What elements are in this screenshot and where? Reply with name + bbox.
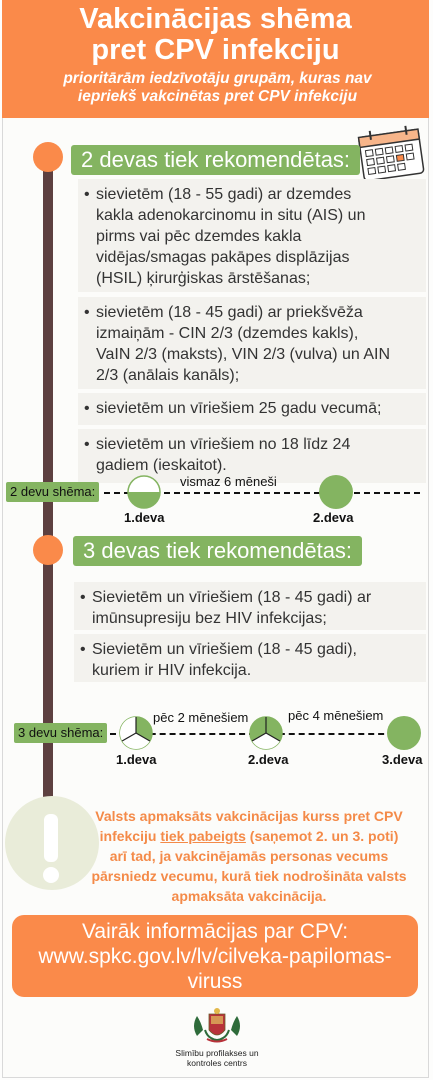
warning-icon-dot xyxy=(43,867,59,883)
list-item-line: kakla adenokarcinomu in situ (AIS) un xyxy=(96,207,366,224)
dose-half-circle-icon xyxy=(126,474,162,510)
list-item xyxy=(78,179,426,292)
title-line-2: pret CPV infekciju xyxy=(91,34,340,66)
header-banner xyxy=(2,0,429,118)
list-item-line: 2/3 (anālais kanāls); xyxy=(96,367,240,384)
list-item-line: VaIN 2/3 (maksts), VIN 2/3 (vulva) un AIN xyxy=(96,346,391,363)
warning-text xyxy=(86,806,412,906)
list-item-line: imūnsupresiju bez HIV infekcijas; xyxy=(92,610,327,627)
info-box xyxy=(12,915,418,997)
warning-emphasis: tiek pabeigts xyxy=(160,828,246,844)
info-line-1: Vairāk informācijas par CPV: xyxy=(81,920,349,943)
scheme-2-dose-2: 2.deva xyxy=(313,510,354,525)
org-line-1: Slimību profilakses un xyxy=(175,1048,259,1058)
warning-line-5: apmaksāta vakcinācija. xyxy=(171,888,327,904)
scheme-3-dose-3: 3.deva xyxy=(382,752,423,767)
dose-two-thirds-circle-icon xyxy=(248,715,284,751)
warning-icon-bar xyxy=(44,814,58,862)
subtitle-line-2: iepriekš vakcinētas pret CPV infekciju xyxy=(77,88,358,105)
warning-line-1: Valsts apmaksāts vakcinācijas kurss pret CPV xyxy=(95,808,403,824)
section-1-heading: 2 devas tiek rekomendētas: xyxy=(71,145,360,175)
list-item-line: vidējas/smagas pakāpes displāzijas xyxy=(96,249,350,266)
scheme-2-label: 2 devu shēma: xyxy=(6,482,99,502)
org-line-2: kontroles centrs xyxy=(187,1058,247,1068)
list-item-line: pirms vai pēc dzemdes kakla xyxy=(96,228,302,245)
list-item-line: gadiem (ieskaitot). xyxy=(96,457,227,474)
title-line-1: Vakcinācijas shēma xyxy=(79,3,352,35)
timeline-line xyxy=(43,150,53,805)
warning-line-4: pārsniedz vecumu, kurā tiek nodrošināta valsts xyxy=(91,868,407,884)
subtitle-line-1: prioritārām iedzīvotāju grupām, kuras nav xyxy=(63,70,372,87)
warning-line-2a: infekciju xyxy=(99,828,161,844)
dose-third-circle-icon xyxy=(118,715,154,751)
timeline-dot-1 xyxy=(33,142,63,172)
scheme-3-interval-1: pēc 2 mēnešiem xyxy=(153,710,249,725)
info-link[interactable]: www.spkc.gov.lv/lv/cilveka-papilomas- xyxy=(38,945,392,968)
scheme-3-label: 3 devu shēma: xyxy=(14,723,107,743)
timeline-dot-2 xyxy=(33,535,63,565)
warning-line-2 xyxy=(86,826,412,846)
list-item-line: • sievietēm un vīriešiem 25 gadu vecumā; xyxy=(96,400,382,417)
list-item-line: izmaiņām - CIN 2/3 (dzemdes kakls), xyxy=(96,325,359,342)
scheme-2-interval: vismaz 6 mēneši xyxy=(180,474,277,489)
scheme-3-dose-2: 2.deva xyxy=(248,752,289,767)
list-item xyxy=(74,582,426,630)
scheme-2-dose-1: 1.deva xyxy=(124,510,165,525)
coat-of-arms-logo xyxy=(189,1006,245,1046)
list-item-line: • Sievietēm un vīriešiem (18 - 45 gadi) ar xyxy=(92,589,372,606)
dose-full-circle-icon xyxy=(386,715,422,751)
list-item xyxy=(74,634,426,682)
list-item-line: • sievietēm un vīriešiem no 18 līdz 24 xyxy=(96,436,351,453)
list-item-line: • sievietēm (18 - 45 gadi) ar priekšvēža xyxy=(96,304,363,321)
list-item xyxy=(78,393,426,425)
list-item-line: kuriem ir HIV infekcija. xyxy=(92,662,252,679)
list-item xyxy=(78,297,426,389)
list-item-line: • sievietēm (18 - 55 gadi) ar dzemdes xyxy=(96,186,352,203)
dose-full-circle-icon xyxy=(318,474,354,510)
scheme-3-dose-1: 1.deva xyxy=(116,752,157,767)
section-2-heading: 3 devas tiek rekomendētas: xyxy=(73,536,362,566)
organization-name xyxy=(150,1048,284,1068)
warning-line-3: arī tad, ja vakcinējamās personas vecums xyxy=(109,848,389,864)
list-item-line: (HSIL) ķirurģiskas ārstēšanas; xyxy=(96,270,311,287)
warning-line-2b: (saņemot 2. un 3. poti) xyxy=(245,828,399,844)
subtitle xyxy=(20,70,415,106)
calendar-icon xyxy=(357,123,427,183)
info-link-continued[interactable]: viruss xyxy=(187,970,243,993)
scheme-3-interval-2: pēc 4 mēnešiem xyxy=(288,708,384,723)
list-item-line: • Sievietēm un vīriešiem (18 - 45 gadi), xyxy=(92,641,357,658)
